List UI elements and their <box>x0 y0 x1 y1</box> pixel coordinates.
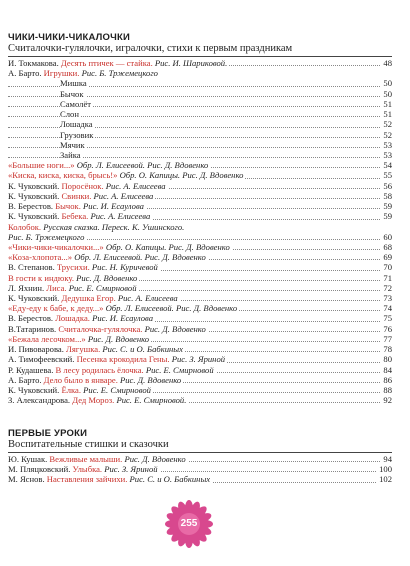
entry-page-number: 54 <box>383 160 392 171</box>
entry-title: Лягушка. <box>66 344 101 355</box>
entry-illustrator: Рис. С. и О. Бабкиных <box>100 344 183 355</box>
entry-text <box>8 324 208 334</box>
entry-title: Ёлка. <box>61 385 81 395</box>
entry-illustrator: Рис. С. и О. Бабкиных <box>127 474 211 485</box>
entry-author: И. Пивоварова. <box>8 344 67 355</box>
toc-entry <box>8 201 392 211</box>
entry-illustrator: Рис. З. Яриной <box>169 354 226 365</box>
entry-text <box>8 211 152 221</box>
entry-author: К. Чуковский. <box>8 385 62 395</box>
toc-entry <box>8 293 392 303</box>
entry-text <box>8 160 210 170</box>
entry-title: Бычок. <box>55 201 81 212</box>
toc-list-chiki <box>8 58 392 405</box>
entry-page-number: 88 <box>383 385 392 395</box>
entry-text <box>8 385 153 395</box>
entry-title: Мишка <box>60 78 87 89</box>
entry-page-number: 86 <box>383 374 392 385</box>
section-rule-chiki <box>8 56 392 57</box>
entry-text <box>8 252 208 262</box>
section-title-first-lessons: ПЕРВЫЕ УРОКИ <box>8 428 88 439</box>
entry-title: Вежливые малыши. <box>49 454 123 464</box>
entry-text <box>60 99 93 109</box>
entry-text <box>8 191 155 201</box>
entry-page-number: 56 <box>383 180 392 191</box>
entry-title: Десять птичек — стайка. <box>60 58 153 68</box>
entry-author: И. Токмакова. <box>8 58 61 68</box>
entry-title: В лесу родилась ёлочка. <box>55 364 144 375</box>
toc-entry <box>8 99 392 109</box>
entry-illustrator: Обр. Л. Елисеевой. Рис. Д. Вдовенко <box>74 160 209 171</box>
entry-page-number: 53 <box>383 149 392 160</box>
toc-entry <box>8 365 392 375</box>
entry-author: М. Пляцковский. <box>8 464 73 475</box>
entry-illustrator: Обр. О. Капицы. Рис. Д. Вдовенко <box>117 170 244 181</box>
entry-illustrator: Рис. Д. Вдовенко <box>73 272 138 283</box>
entry-illustrator: Русская сказка. Переск. К. Ушинского. <box>41 221 185 232</box>
entry-page-number: 60 <box>383 231 392 242</box>
entry-text <box>8 262 160 272</box>
toc-entry <box>8 273 392 283</box>
entry-illustrator: Рис. Н. Куричевой <box>89 262 158 273</box>
entry-title: Песенка крокодила Гены. <box>76 354 170 365</box>
toc-list-first-lessons <box>8 454 392 485</box>
entry-page-number: 94 <box>383 454 392 464</box>
entry-text <box>60 140 87 150</box>
entry-illustrator: Рис. Е. Смирновой. <box>114 395 187 406</box>
toc-entry <box>8 283 392 293</box>
toc-entry <box>8 354 392 364</box>
entry-page-number: 55 <box>383 170 392 181</box>
entry-title: Улыбка. <box>72 464 103 475</box>
entry-title: Свинки. <box>61 190 92 201</box>
entry-illustrator: Обр. Л. Елисеевой. Рис. Д. Вдовенко <box>72 252 206 263</box>
entry-illustrator: Рис. Е. Смирновой <box>81 385 151 395</box>
entry-title: Лиса. <box>46 282 67 293</box>
entry-title: «Чики-чики-чикалочки...» <box>8 241 104 252</box>
entry-author: К. Чуковский. <box>8 293 62 304</box>
entry-title: «Коза-хлопота...» <box>8 252 73 263</box>
entry-page-number: 71 <box>383 272 392 283</box>
entry-text <box>8 242 232 252</box>
entry-title: Мячик <box>60 139 85 150</box>
entry-illustrator: Рис. И. Есаулова <box>80 201 144 212</box>
entry-text <box>8 344 185 354</box>
entry-page-number: 50 <box>383 88 392 99</box>
entry-text <box>8 375 183 385</box>
entry-page-number: 84 <box>383 364 392 375</box>
entry-page-number: 72 <box>383 282 392 293</box>
toc-entry <box>8 454 392 464</box>
entry-text <box>8 283 139 293</box>
toc-entry <box>8 344 392 354</box>
toc-entry <box>8 211 392 221</box>
entry-illustrator: Рис. Е. Смирновой <box>66 282 137 293</box>
section-rule-first-lessons <box>8 452 392 453</box>
entry-text <box>60 130 95 140</box>
entry-text <box>8 181 168 191</box>
toc-entry <box>8 191 392 201</box>
entry-text <box>8 170 245 180</box>
entry-illustrator: Рис. А. Елисеева <box>91 190 154 201</box>
entry-illustrator: Рис. Д. Вдовенко <box>85 333 150 344</box>
entry-text <box>8 454 188 464</box>
entry-illustrator: Рис. Б. Тржемецкого <box>8 231 85 242</box>
entry-title: Колобок. <box>8 221 42 232</box>
entry-illustrator: Рис. Б. Тржемецкого <box>79 68 158 79</box>
toc-entry <box>8 395 392 405</box>
entry-page-number: 100 <box>379 464 392 475</box>
entry-author: А. Тимофеевский. <box>8 354 77 365</box>
entry-title: «Киска, киска, киска, брысь!» <box>8 170 118 181</box>
entry-illustrator: Рис. Д. Вдовенко <box>142 323 206 334</box>
entry-illustrator: Рис. Д. Вдовенко <box>122 454 186 464</box>
entry-title: Дедушка Егор. <box>61 293 116 304</box>
entry-author: К. Чуковский. <box>8 180 62 191</box>
entry-title: «Бежала лесочком...» <box>8 333 86 344</box>
entry-page-number: 76 <box>383 323 392 334</box>
entry-text <box>60 89 86 99</box>
entry-title: Грузовик <box>60 129 94 140</box>
entry-title: Игрушки. <box>43 68 80 79</box>
toc-entry <box>8 181 392 191</box>
entry-author: К. Чуковский. <box>8 211 62 222</box>
entry-illustrator: Рис. З. Яриной <box>102 464 158 475</box>
entry-page-number: 73 <box>383 293 392 304</box>
entry-text <box>8 68 160 78</box>
entry-author: В. Берестов. <box>8 313 56 324</box>
toc-entry <box>8 324 392 334</box>
toc-entry <box>8 109 392 119</box>
entry-author: А. Барто. <box>8 68 44 79</box>
entry-page-number: 58 <box>383 190 392 201</box>
entry-page-number: 80 <box>383 354 392 365</box>
toc-entry <box>8 385 392 395</box>
entry-illustrator: Рис. Е. Смирновой <box>143 364 214 375</box>
entry-author: К. Чуковский. <box>8 190 62 201</box>
page-number: 255 <box>180 518 198 529</box>
entry-page-number: 59 <box>383 201 392 212</box>
entry-page-number: 51 <box>383 109 392 120</box>
entry-page-number: 74 <box>383 303 392 314</box>
entry-text <box>60 150 83 160</box>
toc-entry <box>8 170 392 180</box>
entry-page-number: 51 <box>383 98 392 109</box>
entry-text <box>60 109 81 119</box>
entry-page-number: 52 <box>383 129 392 140</box>
entry-text <box>60 78 89 88</box>
toc-entry <box>8 222 392 232</box>
toc-entry <box>8 232 392 242</box>
entry-author: З. Александрова. <box>8 395 73 406</box>
entry-title: «Еду-еду к бабе, к деду...» <box>8 303 104 314</box>
entry-text <box>8 354 227 364</box>
entry-illustrator: Рис. Д. Вдовенко <box>117 374 182 385</box>
toc-entry <box>8 303 392 313</box>
entry-page-number: 77 <box>383 333 392 344</box>
section-title-chiki: ЧИКИ-ЧИКИ-ЧИКАЛОЧКИ <box>8 32 131 43</box>
entry-author: В. Степанов. <box>8 262 57 273</box>
entry-title: Слон <box>60 109 79 120</box>
entry-title: Лошадка. <box>55 313 90 324</box>
entry-author: А. Барто. <box>8 374 44 385</box>
entry-page-number: 53 <box>383 139 392 150</box>
toc-entry <box>8 313 392 323</box>
entry-page-number: 102 <box>379 474 392 485</box>
entry-title: Трусихи. <box>56 262 90 273</box>
entry-title: Наставления зайчихи. <box>46 474 128 485</box>
toc-entry <box>8 150 392 160</box>
entry-author: В.Татаринов. <box>8 323 59 334</box>
entry-page-number: 48 <box>383 58 392 68</box>
toc-entry <box>8 140 392 150</box>
entry-page-number: 52 <box>383 119 392 130</box>
entry-title: Дед Мороз. <box>72 395 115 406</box>
entry-text <box>8 58 229 68</box>
entry-title: «Большие ноги...» <box>8 160 75 171</box>
entry-page-number: 92 <box>383 395 392 406</box>
section-subtitle-first-lessons: Воспитательные стишки и сказочки <box>8 439 169 450</box>
entry-title: Лошадка <box>60 119 93 130</box>
entry-text <box>8 232 86 242</box>
entry-title: Дело было в январе. <box>43 374 118 385</box>
entry-text <box>8 474 212 484</box>
entry-title: Считалочка-гулялочка. <box>58 323 143 334</box>
toc-entry <box>8 375 392 385</box>
entry-author: Р. Кудашева. <box>8 364 56 375</box>
entry-page-number: 69 <box>383 252 392 263</box>
entry-page-number: 50 <box>383 78 392 89</box>
entry-text <box>60 119 95 129</box>
entry-text <box>8 464 160 474</box>
entry-illustrator: Рис. А. Елисеева <box>115 293 178 304</box>
entry-text <box>8 303 239 313</box>
entry-title: Самолёт <box>60 98 92 109</box>
entry-author: Ю. Кушак. <box>8 454 50 464</box>
entry-title: Бебека. <box>61 211 89 222</box>
entry-title: Бычок <box>60 88 84 99</box>
entry-text <box>8 395 188 405</box>
toc-entry <box>8 58 392 68</box>
toc-entry <box>8 130 392 140</box>
toc-entry <box>8 252 392 262</box>
toc-entry <box>8 242 392 252</box>
entry-text <box>8 222 186 232</box>
entry-author: В. Берестов. <box>8 201 56 212</box>
entry-text <box>8 273 139 283</box>
toc-entry <box>8 464 392 474</box>
entry-page-number: 68 <box>383 241 392 252</box>
toc-entry <box>8 89 392 99</box>
entry-illustrator: Обр. О. Капицы. Рис. Д. Вдовенко <box>103 241 230 252</box>
entry-illustrator: Рис. И. Есаулова <box>89 313 153 324</box>
entry-text <box>8 334 151 344</box>
toc-entry <box>8 160 392 170</box>
entry-text <box>8 313 155 323</box>
entry-text <box>8 293 180 303</box>
entry-illustrator: Рис. А. Елисеева <box>103 180 166 191</box>
entry-illustrator: Обр. Л. Елисеевой. Рис. Д. Вдовенко <box>103 303 238 314</box>
entry-text <box>8 365 216 375</box>
entry-title: Поросёнок. <box>61 180 104 191</box>
toc-entry <box>8 119 392 129</box>
entry-title: В гости к индюку. <box>8 272 74 283</box>
entry-title: Зайка <box>60 149 81 160</box>
entry-page-number: 59 <box>383 211 392 222</box>
toc-entry <box>8 474 392 484</box>
section-subtitle-chiki: Считалочки-гулялочки, игралочки, стихи к первым праздникам <box>8 43 293 54</box>
entry-author: Л. Яхнин. <box>8 282 47 293</box>
entry-illustrator: Рис. И. Шариковой. <box>152 58 228 68</box>
entry-text <box>8 201 146 211</box>
toc-entry <box>8 262 392 272</box>
toc-entry <box>8 78 392 88</box>
entry-page-number: 75 <box>383 313 392 324</box>
entry-page-number: 78 <box>383 344 392 355</box>
toc-entry <box>8 334 392 344</box>
entry-page-number: 70 <box>383 262 392 273</box>
toc-entry <box>8 68 392 78</box>
entry-illustrator: Рис. А. Елисеева <box>88 211 151 222</box>
entry-author: М. Яснов. <box>8 474 47 485</box>
